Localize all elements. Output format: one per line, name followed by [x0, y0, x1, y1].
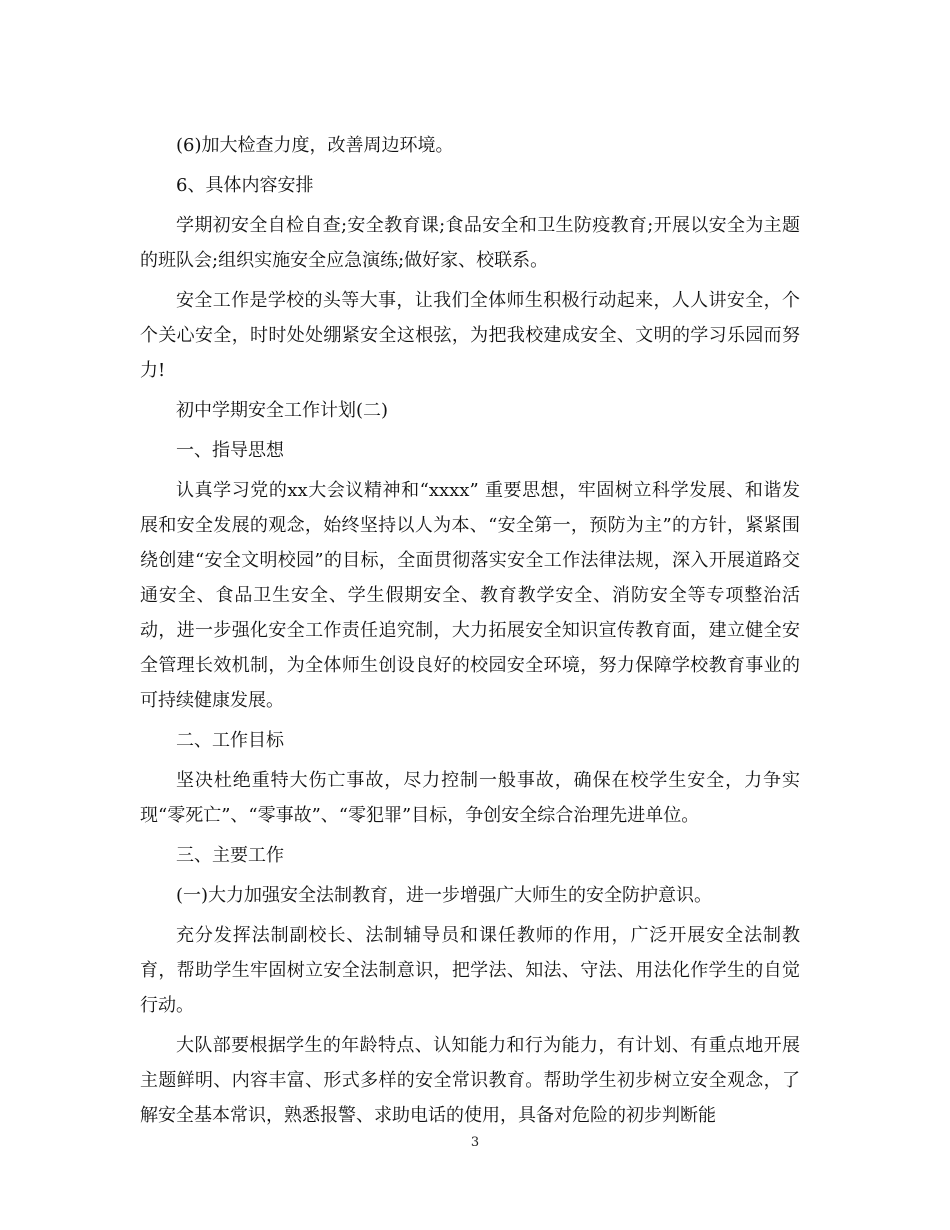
document-body	[140, 128, 800, 1138]
section-heading: 二、工作目标	[176, 730, 284, 751]
paragraph: 学期初安全自检自查;安全教育课;食品安全和卫生防疫教育;开展以安全为主题的班队会;组织实施安全应急演练;做好家、校联系。	[140, 215, 800, 271]
subsection-heading: (一)大力加强安全法制教育，进一步增强广大师生的安全防护意识。	[176, 885, 713, 906]
paragraph-list-item: (6)加大检查力度，改善周边环境。	[176, 135, 454, 156]
paragraph: 充分发挥法制副校长、法制辅导员和课任教师的作用，广泛开展安全法制教育，帮助学生牢固树立安全法制意识，把学法、知法、守法、用法化作学生的自觉行动。	[140, 925, 800, 1016]
section-heading: 一、指导思想	[176, 440, 284, 461]
paragraph: 认真学习党的xx大会议精神和“xxxx” 重要思想，牢固树立科学发展、和谐发展和安全发展的观念，始终坚持以人为本、“安全第一，预防为主”的方针，紧紧围绕创建“安全文明校园”的目标，全面贯彻落实安全工作法律法规，深入开展道路交通安全、食品卫生安全、学生假期安全、教育教学安全、消防安全等专项整治活动，进一步强化安全工作责任追究制，大力拓展安全知识宣传教育面，建立健全安全管理长效机制，为全体师生创设良好的校园安全环境，努力保障学校教育事业的可持续健康发展。	[140, 480, 800, 711]
section-heading: 6、具体内容安排	[176, 175, 314, 196]
paragraph: 坚决杜绝重特大伤亡事故，尽力控制一般事故，确保在校学生安全，力争实现“零死亡”、“零事故”、“零犯罪”目标，争创安全综合治理先进单位。	[140, 770, 800, 826]
section-heading: 三、主要工作	[176, 845, 284, 866]
document-subtitle: 初中学期安全工作计划(二)	[176, 400, 389, 421]
page-number: 3	[470, 1135, 480, 1150]
paragraph: 大队部要根据学生的年龄特点、认知能力和行为能力，有计划、有重点地开展主题鲜明、内容丰富、形式多样的安全常识教育。帮助学生初步树立安全观念，了解安全基本常识，熟悉报警、求助电话的使用，具备对危险的初步判断能	[140, 1035, 800, 1126]
paragraph: 安全工作是学校的头等大事，让我们全体师生积极行动起来，人人讲安全，个个关心安全，时时处处绷紧安全这根弦，为把我校建成安全、文明的学习乐园而努力!	[140, 290, 800, 381]
